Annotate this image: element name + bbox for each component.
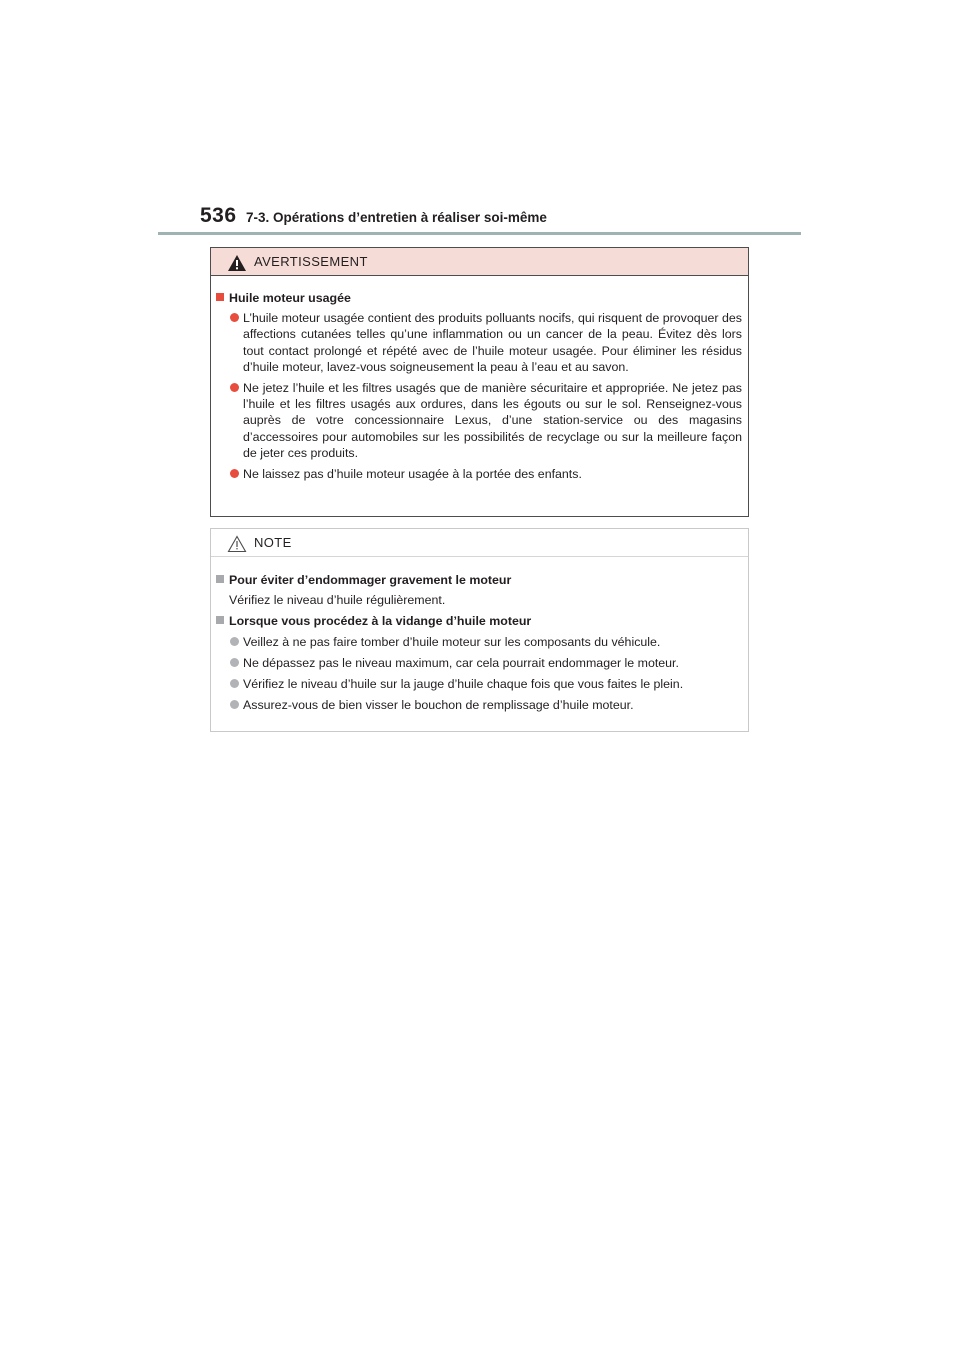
warning-bullet: L’huile moteur usagée contient des produits polluants nocifs, qui risquent de provoquer des affections cutanées telles qu’une inflammation ou un cancer de la peau. Évitez dès lors tout contact prolongé et répété avec de l’huile moteur usagée. Pour éliminer les résidus d’huile moteur, lavez-vous soigneusement la peau à l’eau et au savon. — [216, 310, 742, 375]
square-bullet-icon — [216, 293, 224, 301]
warning-box-header — [211, 248, 748, 276]
note-bullet: Ne dépassez pas le niveau maximum, car cela pourrait endommager le moteur. — [216, 655, 742, 671]
note-bullet: Vérifiez le niveau d’huile sur la jauge d’huile chaque fois que vous faites le plein. — [216, 676, 742, 692]
note-label: NOTE — [254, 535, 292, 550]
note-text: Vérifiez le niveau d’huile régulièrement. — [229, 593, 446, 608]
warning-label: AVERTISSEMENT — [254, 254, 368, 269]
square-bullet-icon — [216, 575, 224, 583]
page-number: 536 — [200, 204, 237, 227]
chapter-title: 7-3. Opérations d’entretien à réaliser soi-même — [246, 210, 547, 225]
warning-triangle-icon — [227, 254, 247, 272]
note-content — [216, 572, 742, 718]
round-bullet-icon — [230, 383, 239, 392]
warning-bullet: Ne jetez l’huile et les filtres usagés que de manière sécuritaire et appropriée. Ne jetez pas l’huile et les filtres usagés aux ordures, dans les égouts ou sur le sol. Renseignez-vous auprès de votre concessionnaire Lexus, d’une station-service ou des magasins d’accessoires pour automobiles sur les possibilités de recyclage ou sur la meilleure façon de jeter ces produits. — [216, 380, 742, 461]
round-bullet-icon — [230, 313, 239, 322]
note-box-header — [211, 529, 748, 557]
note-bullet: Veillez à ne pas faire tomber d’huile moteur sur les composants du véhicule. — [216, 634, 742, 650]
note-section-title: Lorsque vous procédez à la vidange d’huile moteur — [216, 613, 742, 629]
round-bullet-icon — [230, 700, 239, 709]
round-bullet-icon — [230, 658, 239, 667]
warning-bullet: Ne laissez pas d’huile moteur usagée à la portée des enfants. — [216, 466, 742, 482]
warning-box — [210, 247, 749, 517]
round-bullet-icon — [230, 637, 239, 646]
note-bullet: Assurez-vous de bien visser le bouchon de remplissage d’huile moteur. — [216, 697, 742, 713]
note-box — [210, 528, 749, 732]
warning-content — [216, 290, 742, 487]
round-bullet-icon — [230, 469, 239, 478]
round-bullet-icon — [230, 679, 239, 688]
page-header — [200, 204, 800, 232]
square-bullet-icon — [216, 616, 224, 624]
warning-section-title: Huile moteur usagée — [216, 290, 742, 306]
caution-triangle-outline-icon — [227, 535, 247, 553]
header-rule — [158, 232, 801, 235]
note-section-title: Pour éviter d’endommager gravement le moteur — [216, 572, 742, 588]
